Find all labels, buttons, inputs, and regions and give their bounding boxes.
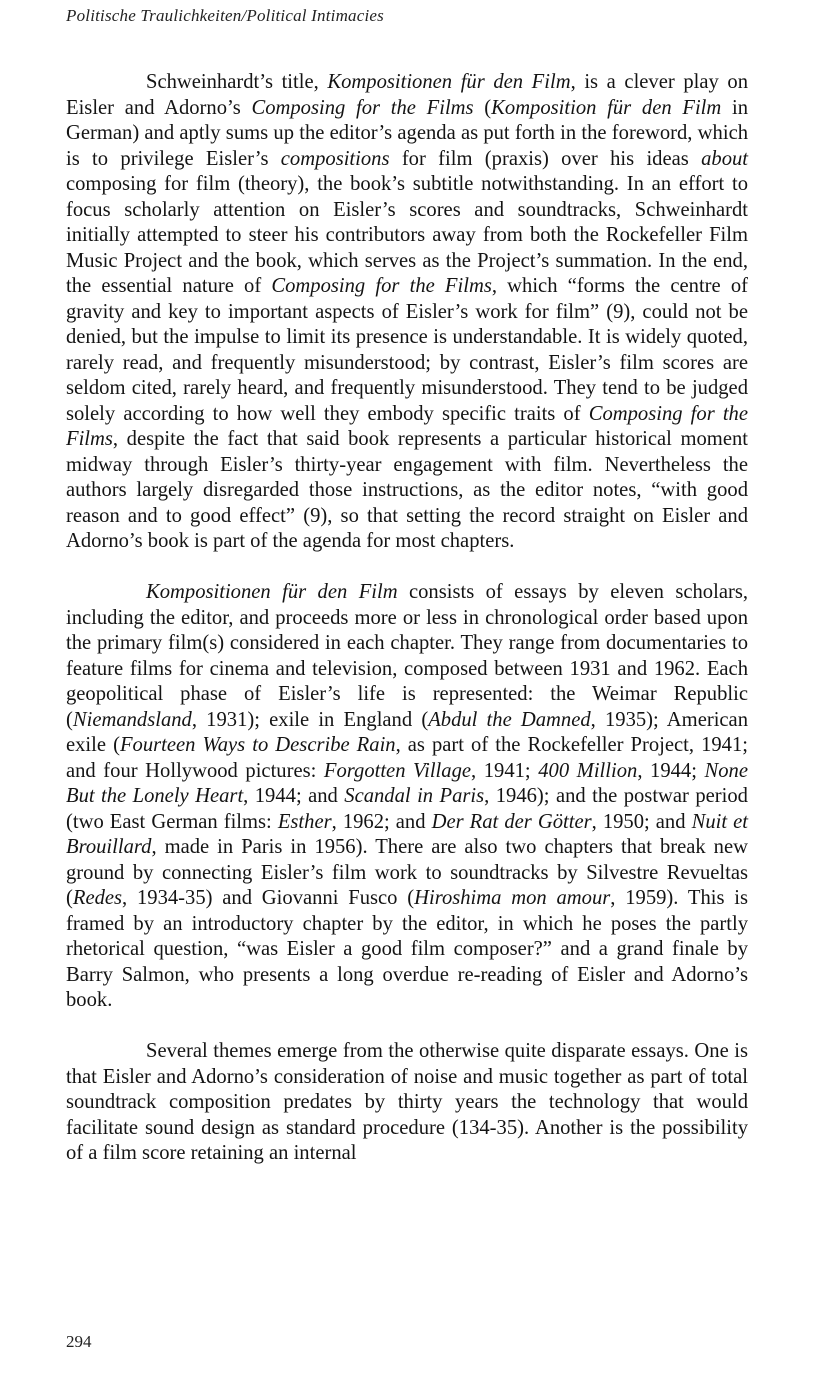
paragraph bbox=[66, 580, 748, 1014]
italic-text: Composing for the Films bbox=[251, 96, 474, 119]
italic-text: None But the Lonely Heart bbox=[66, 759, 748, 807]
body-text bbox=[66, 70, 748, 1167]
italic-text: Nuit et Brouillard bbox=[66, 810, 748, 858]
text-run: for film (praxis) over his ideas bbox=[389, 147, 702, 170]
text-run: , 1959). This is framed by an introductory chapter by the editor, in which he poses the partly rhetorical question, “was Eisler a good film composer?” and a grand finale by Barry Salmon, who presents a long overdue re-reading of Eisler and Adorno’s book. bbox=[66, 887, 749, 1011]
italic-text: Composing for the Films bbox=[66, 402, 748, 450]
running-head: Politische Traulichkeiten/Political Intimacies bbox=[66, 6, 384, 25]
text-run: , 1946); and the postwar period (two East German films: bbox=[66, 785, 748, 833]
italic-text: about bbox=[701, 147, 749, 170]
italic-text: Abdul the Damned bbox=[428, 708, 591, 731]
italic-text: Fourteen Ways to Describe Rain bbox=[119, 734, 396, 756]
paragraph bbox=[66, 70, 748, 555]
italic-text: Komposition für den Film bbox=[491, 96, 722, 119]
text-run: , 1941; bbox=[471, 759, 539, 782]
text-run: , 1944; and bbox=[243, 785, 345, 807]
italic-text: Redes bbox=[72, 887, 123, 909]
text-run: , as part of the Rockefeller Project, 1941; and four Hollywood pictures: bbox=[66, 734, 748, 782]
text-run: composing for film (theory), the book’s subtitle notwithstanding. In an effort to focus scholarly attention on Eisler’s scores and soundtracks, Schweinhardt initially attempted to steer his contributors away from both the Rockefeller Film Music Project and the book, which serves as the Project’s summation. In the end, the essential nature of bbox=[66, 173, 748, 297]
text-run: consists of essays by eleven scholars, including the editor, and proceeds more or less in chronological order based upon the primary film(s) considered in each chapter. They range from documentaries to feature films for cinema and television, composed between 1931 and 1962. Each geopolitical phase of Eisler’s life is represented: the Weimar Republic ( bbox=[66, 581, 748, 731]
italic-text: Kompositionen für den Film bbox=[327, 71, 571, 93]
text-run: , despite the fact that said book represents a particular historical moment midway through Eisler’s thirty-year engagement with film. Nevertheless the authors largely disregarded those instructions, as the editor notes, “with good reason and to good effect” (9), so that setting the record straight on Eisler and Adorno’s book is part of the agenda for most chapters. bbox=[66, 428, 748, 552]
text-run: in German) and aptly sums up the editor’s agenda as put forth in the foreword, which is to privilege Eisler’s bbox=[66, 96, 749, 170]
text-run: , made in Paris in 1956). There are also two chapters that break new ground by connecting Eisler’s film work to soundtracks by Silvestre Revueltas ( bbox=[66, 836, 748, 909]
text-run: , 1950; and bbox=[591, 810, 692, 833]
italic-text: Forgotten Village bbox=[323, 759, 472, 782]
italic-text: 400 Million bbox=[538, 759, 638, 782]
text-run: Several themes emerge from the otherwise quite disparate essays. One is that Eisler and Adorno’s consideration of noise and music together as part of total soundtrack composition predates by thirty years the technology that would facilitate sound design as standard procedure (134-35). Another is the possibility of a film score retaining an internal bbox=[66, 1040, 748, 1164]
text-run: , 1931); exile in England ( bbox=[191, 708, 429, 731]
text-run: Schweinhardt’s title, bbox=[146, 71, 328, 93]
italic-text: Der Rat der Götter bbox=[431, 810, 592, 833]
italic-text: Esther bbox=[277, 810, 332, 833]
text-run: , is a clever play on Eisler and Adorno’s bbox=[66, 71, 748, 119]
paragraph bbox=[66, 1039, 748, 1167]
italic-text: Hiroshima mon amour bbox=[414, 887, 611, 909]
italic-text: Composing for the Films bbox=[271, 275, 492, 297]
italic-text: Niemandsland bbox=[72, 708, 192, 731]
italic-text: compositions bbox=[280, 147, 390, 170]
text-run: , 1944; bbox=[637, 759, 705, 782]
page-number: 294 bbox=[66, 1332, 92, 1351]
text-run: , which “forms the centre of gravity and key to important aspects of Eisler’s work for film” (9), could not be denied, but the impulse to limit its presence is understandable. It is widely quoted, rarely read, and frequently misunderstood; by contrast, Eisler’s film scores are seldom cited, rarely heard, and frequently misunderstood. They tend to be judged solely according to how well they embody specific traits of bbox=[66, 275, 748, 425]
text-run: , 1935); American exile ( bbox=[66, 708, 748, 756]
text-run: , 1962; and bbox=[331, 810, 432, 833]
italic-text: Kompositionen für den Film bbox=[146, 581, 398, 603]
italic-text: Scandal in Paris bbox=[344, 785, 485, 807]
text-run: ( bbox=[473, 96, 492, 119]
text-run: , 1934-35) and Giovanni Fusco ( bbox=[122, 887, 415, 909]
